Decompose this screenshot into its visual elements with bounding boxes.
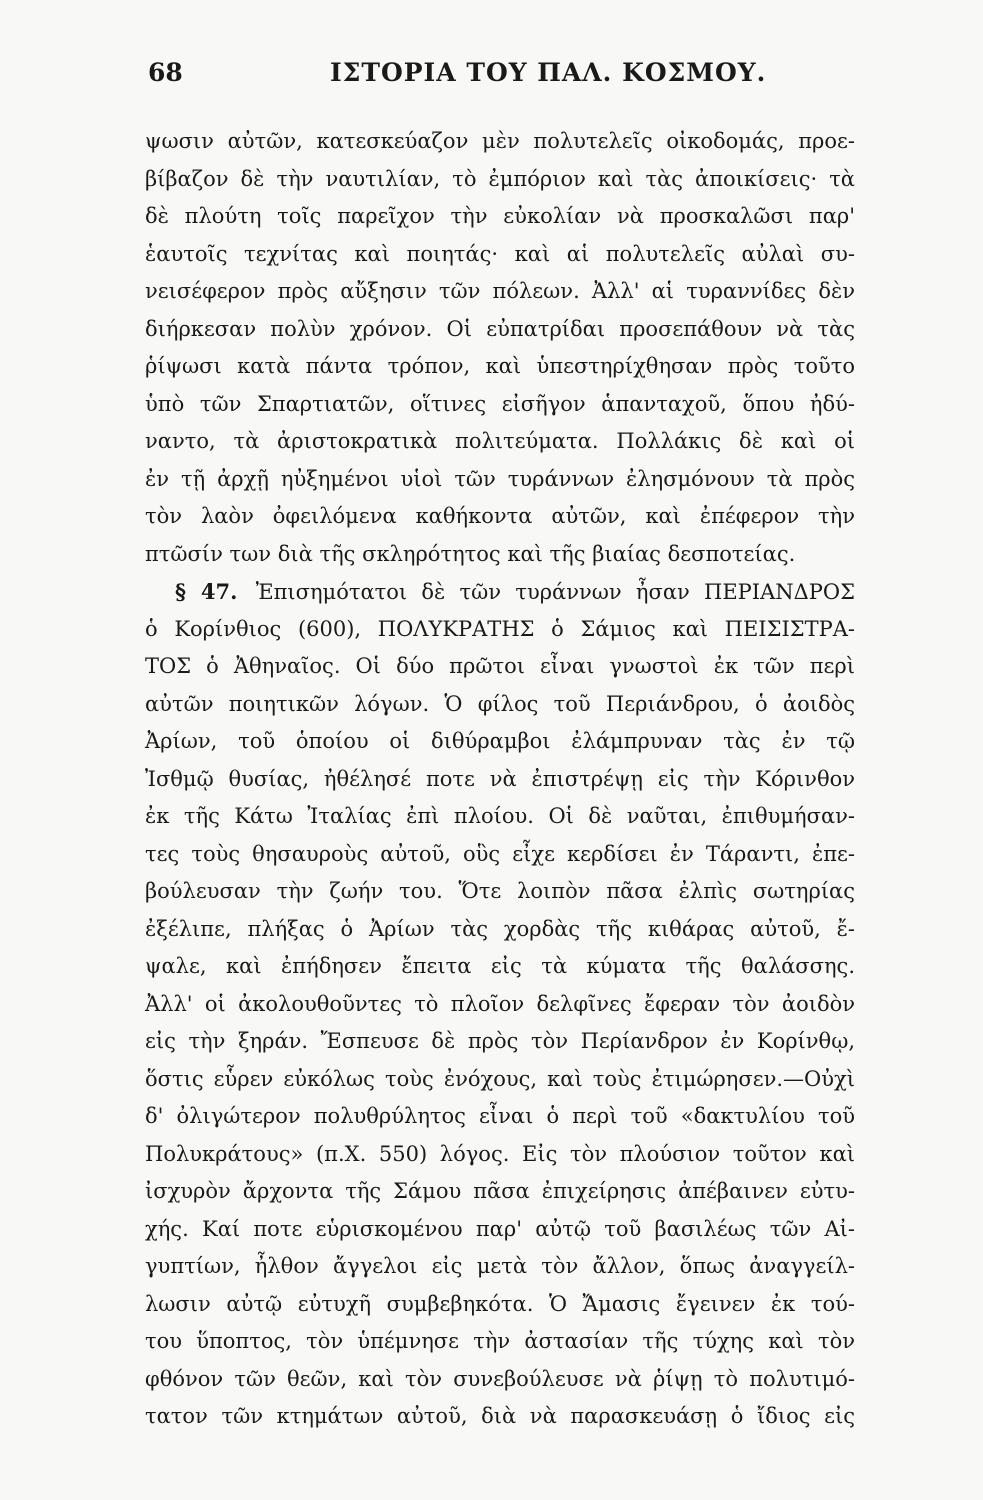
text-line: δὲ πλούτη τοῖς παρεῖχον τὴν εὐκολίαν νὰ προσκαλῶσι παρ'	[145, 204, 855, 228]
text-line: δ' ὀλιγώτερον πολυθρύλητος εἶναι ὁ περὶ τοῦ «δακτυλίου τοῦ	[145, 1104, 855, 1128]
text-line: ψωσιν αὐτῶν, κατεσκεύαζον μὲν πολυτελεῖς οἰκοδομάς, προε-	[145, 129, 855, 153]
text-line: ὁ Κορίνθιος (600), ΠΟΛΥΚΡΑΤΗΣ ὁ Σάμιος καὶ ΠΕΙΣΙΣΤΡΑ-	[145, 616, 855, 641]
text-line: πτῶσίν των διὰ τῆς σκληρότητος καὶ τῆς βιαίας δεσποτείας.	[145, 541, 796, 566]
running-head: ΙΣΤΟΡΙΑ ΤΟΥ ΠΑΛ. ΚΟΣΜΟΥ.	[330, 58, 767, 87]
text-line: χής. Καί ποτε εὑρισκομένου παρ' αὐτῷ τοῦ βασιλέως τῶν Αἰ-	[145, 1216, 855, 1241]
text-line: τὸν λαὸν ὀφειλόμενα καθήκοντα αὐτῶν, καὶ ἐπέφερον τὴν	[145, 504, 855, 528]
text-line: ψαλε, καὶ ἐπήδησεν ἔπειτα εἰς τὰ κύματα τῆς θαλάσσης.	[145, 954, 855, 978]
text-line: νεισέφερον πρὸς αὔξησιν τῶν πόλεων. Ἀλλ' αἱ τυραννίδες δὲν	[145, 279, 855, 303]
text-line: βούλευσαν τὴν ζωήν του. Ὅτε λοιπὸν πᾶσα ἐλπὶς σωτηρίας	[145, 879, 855, 903]
text-line: διήρκεσαν πολὺν χρόνον. Οἱ εὐπατρίδαι προσεπάθουν νὰ τὰς	[145, 316, 855, 341]
body-text	[145, 123, 855, 1436]
text-line: ΤΟΣ ὁ Ἀθηναῖος. Οἱ δύο πρῶτοι εἶναι γνωστοὶ ἐκ τῶν περὶ	[145, 654, 855, 678]
text-line: τατον τῶν κτημάτων αὐτοῦ, διὰ νὰ παρασκευάσῃ ὁ ἴδιος εἰς	[145, 1404, 855, 1428]
text-line: Ἐπισημότατοι δὲ τῶν τυράννων ἦσαν ΠΕΡΙΑΝΔΡΟΣ	[255, 580, 856, 604]
text-line: βίβαζον δὲ τὴν ναυτιλίαν, τὸ ἐμπόριον καὶ τὰς ἀποικίσεις· τὰ	[145, 166, 855, 191]
text-line: ὑπὸ τῶν Σπαρτιατῶν, οἵτινες εἰσῆγον ἁπανταχοῦ, ὅπου ἠδύ-	[145, 391, 855, 416]
text-line: Ἀλλ' οἱ ἀκολουθοῦντες τὸ πλοῖον δελφῖνες ἔφεραν τὸν ἀοιδὸν	[145, 991, 855, 1016]
text-line: ῥίψωσι κατὰ πάντα τρόπον, καὶ ὑπεστηρίχθησαν πρὸς τοῦτο	[145, 354, 855, 378]
text-line: Ἰσθμῷ θυσίας, ἠθέλησέ ποτε νὰ ἐπιστρέψῃ εἰς τὴν Κόρινθον	[145, 766, 855, 791]
text-line: φθόνον τῶν θεῶν, καὶ τὸν συνεβούλευσε νὰ ῥίψῃ τὸ πολυτιμό-	[145, 1366, 855, 1391]
text-line: ἐν τῇ ἀρχῇ ηὐξημένοι υἱοὶ τῶν τυράννων ἐλησμόνουν τὰ πρὸς	[145, 466, 855, 491]
text-line: ὅστις εὗρεν εὐκόλως τοὺς ἐνόχους, καὶ τοὺς ἐτιμώρησεν.—Οὐχὶ	[145, 1066, 855, 1091]
text-line: ἰσχυρὸν ἄρχοντα τῆς Σάμου πᾶσα ἐπιχείρησις ἀπέβαινεν εὐτυ-	[145, 1179, 855, 1203]
text-line: ἐξέλιπε, πλήξας ὁ Ἀρίων τὰς χορδὰς τῆς κιθάρας αὐτοῦ, ἔ-	[145, 916, 855, 941]
text-line: ναντο, τὰ ἀριστοκρατικὰ πολιτεύματα. Πολλάκις δὲ καὶ οἱ	[145, 429, 855, 453]
text-line: Ἀρίων, τοῦ ὁποίου οἱ διθύραμβοι ἐλάμπρυναν τὰς ἐν τῷ	[145, 729, 855, 753]
text-line: τες τοὺς θησαυροὺς αὐτοῦ, οὓς εἶχε κερδίσει ἐν Τάραντι, ἐπε-	[145, 841, 855, 866]
text-line: ἐκ τῆς Κάτω Ἰταλίας ἐπὶ πλοίου. Οἱ δὲ ναῦται, ἐπιθυμήσαν-	[145, 804, 855, 828]
text-line: του ὕποπτος, τὸν ὑπέμνησε τὴν ἀστασίαν τῆς τύχης καὶ τὸν	[145, 1329, 855, 1353]
text-line: εἰς τὴν ξηράν. Ἔσπευσε δὲ πρὸς τὸν Περίανδρον ἐν Κορίνθῳ,	[145, 1029, 855, 1053]
text-line: ἑαυτοῖς τεχνίτας καὶ ποιητάς· καὶ αἱ πολυτελεῖς αὐλαὶ συ-	[145, 241, 855, 266]
text-line: λωσιν αὐτῷ εὐτυχῆ συμβεβηκότα. Ὁ Ἄμασις ἔγεινεν ἐκ τού-	[145, 1291, 855, 1316]
page-number: 68	[148, 58, 183, 87]
section-mark: § 47.	[175, 579, 238, 604]
text-line: γυπτίων, ἦλθον ἄγγελοι εἰς μετὰ τὸν ἄλλον, ὅπως ἀναγγείλ-	[145, 1254, 855, 1278]
text-line: Πολυκράτους» (π.Χ. 550) λόγος. Εἰς τὸν πλούσιον τοῦτον καὶ	[145, 1141, 855, 1166]
text-line: αὐτῶν ποιητικῶν λόγων. Ὁ φίλος τοῦ Περιάνδρου, ὁ ἀοιδὸς	[145, 691, 855, 716]
section-first-line	[145, 573, 855, 611]
